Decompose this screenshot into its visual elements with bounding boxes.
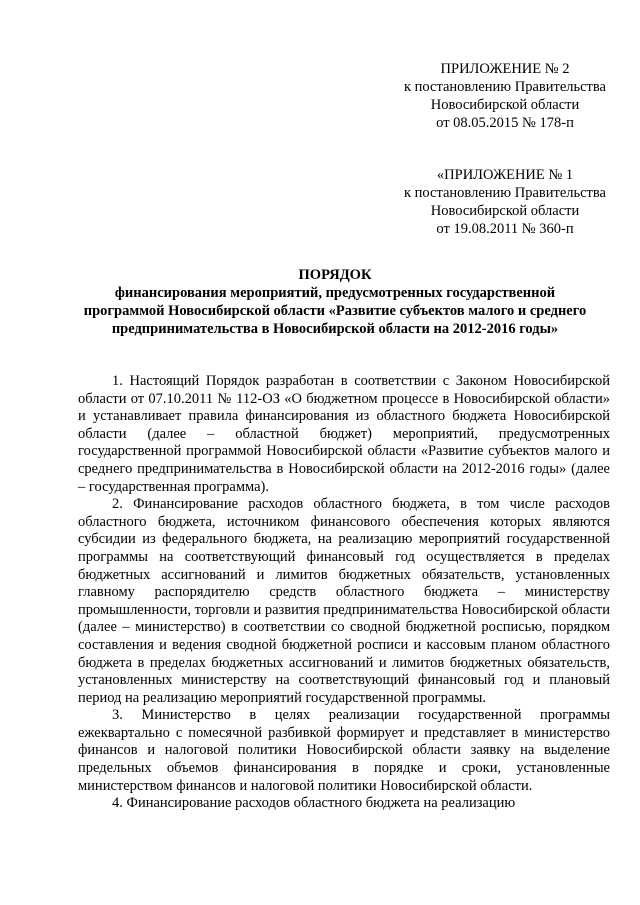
document-body xyxy=(78,373,610,813)
appendix-1-heading: «ПРИЛОЖЕНИЕ № 1 xyxy=(436,167,574,183)
title-line-2: финансирования мероприятий, предусмотренных государственной xyxy=(114,285,556,301)
appendix-1-line-2: Новосибирской области xyxy=(430,203,580,219)
title-line-1: ПОРЯДОК xyxy=(298,267,372,283)
title-line-4: предпринимательства в Новосибирской области на 2012-2016 годы» xyxy=(111,321,559,337)
appendix-2-heading: ПРИЛОЖЕНИЕ № 2 xyxy=(440,61,570,77)
appendix-1-block xyxy=(400,166,610,238)
appendix-1-line-1: к постановлению Правительства xyxy=(404,185,606,201)
document-title xyxy=(60,266,610,338)
appendix-1-line-3: от 19.08.2011 № 360-п xyxy=(436,221,574,237)
appendix-2-line-1: к постановлению Правительства xyxy=(404,79,606,95)
title-line-3: программой Новосибирской области «Развитие субъектов малого и среднего xyxy=(83,303,587,319)
appendix-2-block xyxy=(400,60,610,132)
paragraph-3: 3. Министерство в целях реализации государственной программы ежеквартально с помесячной разбивкой формирует и представляет в министерство финансов и налоговой политики Новосибирской области заявку на выделение предельных объемов финансирования в порядке и сроки, установленные министерством финансов и налоговой политики Новосибирской области. xyxy=(78,707,610,794)
appendix-2-line-3: от 08.05.2015 № 178-п xyxy=(436,115,574,131)
paragraph-2: 2. Финансирование расходов областного бюджета, в том числе расходов областного бюджета, источником финансового обеспечения которых являются субсидии из федерального бюджета, на реализацию мероприятий государственной программы на соответствующий финансовый год осуществляется в пределах бюджетных ассигнований и лимитов бюджетных обязательств, установленных главному распорядителю средств областного бюджета – министерству промышленности, торговли и развития предпринимательства Новосибирской области (далее – министерство) в соответствии со сводной бюджетной росписью, порядком составления и ведения сводной бюджетной росписи и кассовым планом областного бюджета в пределах бюджетных ассигнований и лимитов бюджетных обязательств, установленных министерству на соответствующий финансовый год и плановый период на реализацию мероприятий государственной программы. xyxy=(78,496,610,706)
paragraph-1: 1. Настоящий Порядок разработан в соответствии с Законом Новосибирской области от 07.10.2011 № 112-ОЗ «О бюджетном процессе в Новосибирской области» и устанавливает правила финансирования из областного бюджета Новосибирской области (далее – областной бюджет) мероприятий, предусмотренных государственной программой Новосибирской области «Развитие субъектов малого и среднего предпринимательства в Новосибирской области на 2012-2016 годы» (далее – государственная программа). xyxy=(78,373,610,495)
appendix-2-line-2: Новосибирской области xyxy=(430,97,580,113)
paragraph-4: 4. Финансирование расходов областного бюджета на реализацию xyxy=(112,795,516,812)
